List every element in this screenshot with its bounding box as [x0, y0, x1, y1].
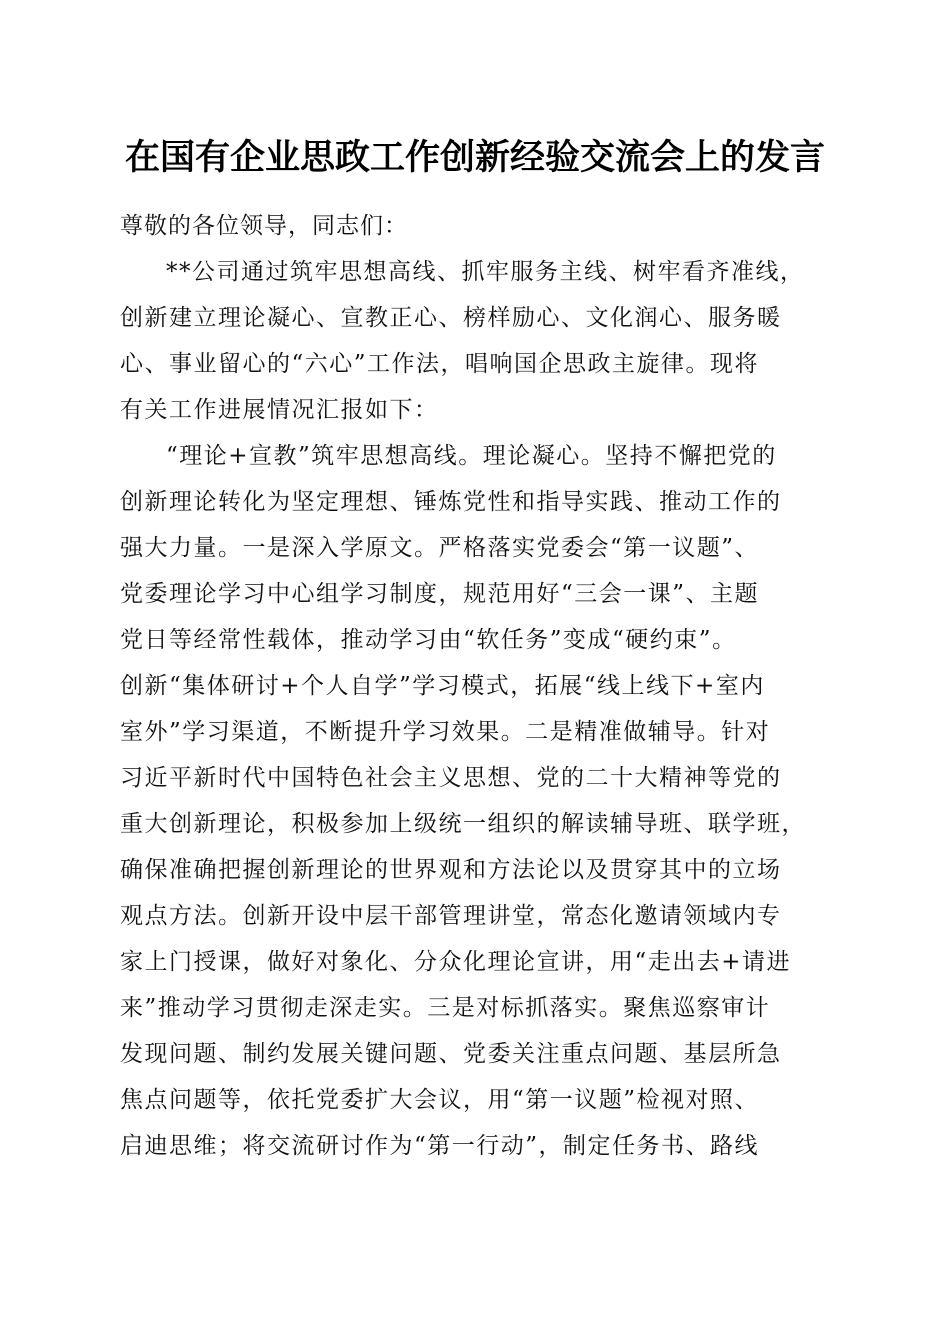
- salutation: 尊敬的各位领导，同志们：: [120, 213, 408, 239]
- paragraph-2-line-9: 重大创新理论，积极参加上级统一组织的解读辅导班、联学班，: [120, 811, 806, 837]
- paragraph-1-line-1: **公司通过筑牢思想高线、抓牢服务主线、树牢看齐准线，: [166, 259, 805, 285]
- paragraph-2-line-7: 室外”学习渠道，不断提升学习效果。二是精准做辅导。针对: [120, 719, 771, 745]
- paragraph-2-line-13: 来”推动学习贯彻走深走实。三是对标抓落实。聚焦巡察审计: [120, 995, 771, 1021]
- paragraph-2-line-4: 党委理论学习中心组学习制度，规范用好“三会一课”、主题: [120, 581, 760, 607]
- document-title: 在国有企业思政工作创新经验交流会上的发言: [124, 137, 825, 178]
- paragraph-2-line-5: 党日等经常性载体，推动学习由“软任务”变成“硬约束”。: [120, 627, 737, 653]
- paragraph-1-line-3: 心、事业留心的“六心”工作法，唱响国企思政主旋律。现将: [120, 351, 760, 377]
- paragraph-1-line-4: 有关工作进展情况汇报如下：: [120, 397, 439, 423]
- paragraph-2-line-12: 家上门授课，做好对象化、分众化理论宣讲，用“走出去+请进: [120, 949, 792, 975]
- paragraph-1-line-2: 创新建立理论凝心、宣教正心、榜样励心、文化润心、服务暖: [120, 305, 782, 331]
- paragraph-2-line-8: 习近平新时代中国特色社会主义思想、党的二十大精神等党的: [120, 765, 782, 791]
- paragraph-2-line-3: 强大力量。一是深入学原文。严格落实党委会“第一议题”、: [120, 535, 760, 561]
- paragraph-2-line-1: “理论+宣教”筑牢思想高线。理论凝心。坚持不懈把党的: [166, 443, 777, 469]
- paragraph-2-line-2: 创新理论转化为坚定理想、锤炼党性和指导实践、推动工作的: [120, 489, 782, 515]
- paragraph-2-line-6: 创新“集体研讨+个人自学”学习模式，拓展“线上线下+室内: [120, 673, 765, 699]
- paragraph-2-line-15: 焦点问题等，依托党委扩大会议，用“第一议题”检视对照、: [120, 1087, 760, 1113]
- paragraph-2-line-11: 观点方法。创新开设中层干部管理讲堂，常态化邀请领域内专: [120, 903, 782, 929]
- paragraph-2-line-10: 确保准确把握创新理论的世界观和方法论以及贯穿其中的立场: [120, 857, 782, 883]
- paragraph-2-line-16: 启迪思维；将交流研讨作为“第一行动”，制定任务书、路线: [120, 1133, 760, 1159]
- paragraph-2-line-14: 发现问题、制约发展关键问题、党委关注重点问题、基层所急: [120, 1041, 782, 1067]
